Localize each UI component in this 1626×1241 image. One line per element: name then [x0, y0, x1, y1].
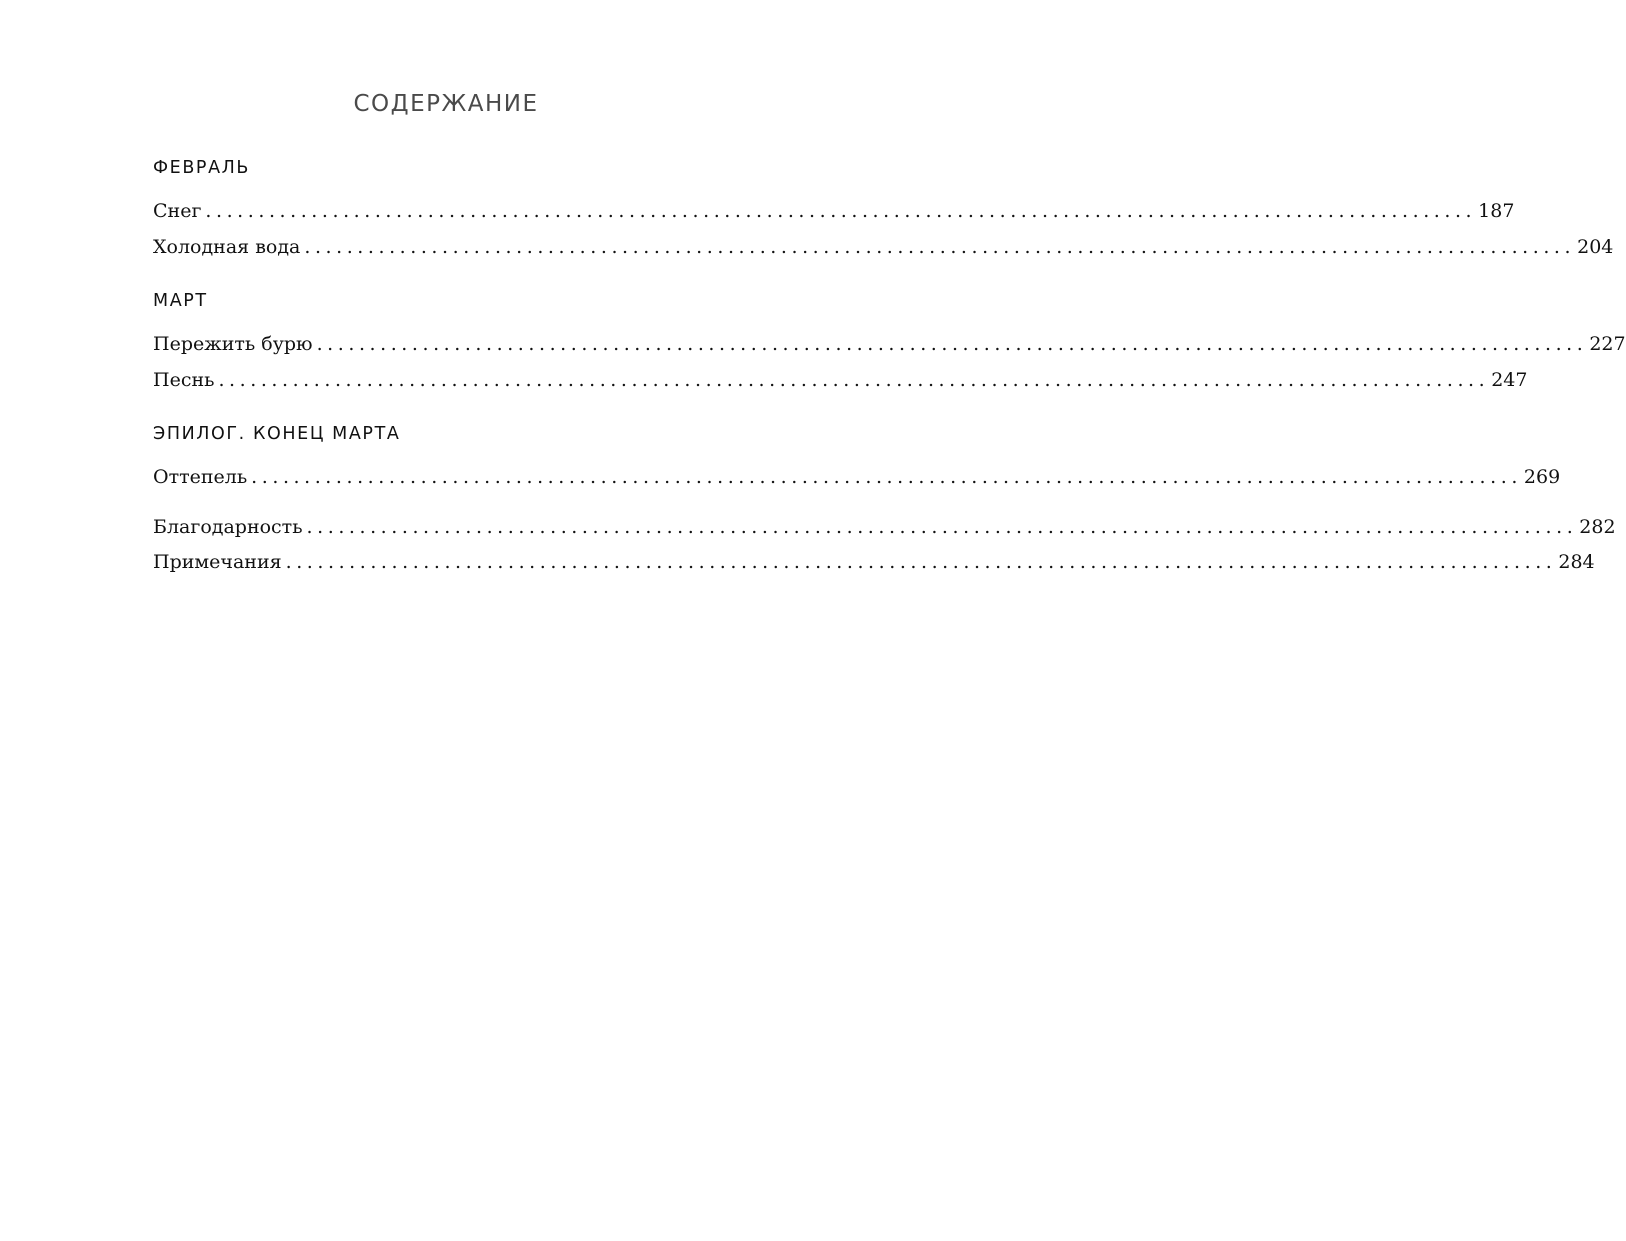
toc-entry-page: 204: [1577, 235, 1614, 258]
toc-entry-page: 284: [1558, 551, 1595, 573]
toc-entry-title: Оттепель: [153, 466, 248, 488]
toc-entry-title: Снег: [153, 200, 202, 222]
toc-entry-page: 187: [1478, 200, 1515, 222]
toc-entry-title: Песнь: [153, 368, 215, 391]
toc-entry-title: Холодная вода: [153, 235, 301, 258]
dot-leader: ........................................................................................................................: [306, 515, 1578, 538]
toc-entry-survive-storm[interactable]: [153, 327, 1626, 363]
dot-leader: ........................................................................................................................: [316, 333, 1588, 355]
toc-entry-title: Примечания: [153, 551, 282, 573]
toc-entry-thaw[interactable]: [153, 460, 1561, 496]
toc-entry-page: 269: [1523, 466, 1561, 488]
dot-leader: ........................................................................................................................: [251, 466, 1522, 488]
toc-entry-page: 247: [1491, 368, 1528, 391]
dot-leader: ........................................................................................................................: [205, 200, 1477, 222]
toc-entry-notes[interactable]: [153, 545, 1595, 581]
section-heading-march: МАРТ: [153, 291, 208, 311]
section-heading-february: ФЕВРАЛЬ: [153, 158, 251, 178]
section-heading-epilogue: ЭПИЛОГ. КОНЕЦ МАРТА: [153, 424, 401, 444]
toc-entry-acknowledgements[interactable]: [153, 510, 1616, 546]
dot-leader: ........................................................................................................................: [304, 235, 1576, 258]
page-title: СОДЕРЖАНИЕ: [353, 91, 539, 117]
dot-leader: ........................................................................................................................: [285, 551, 1557, 573]
toc-entry-snow[interactable]: [153, 194, 1515, 230]
toc-entry-page: 227: [1589, 333, 1626, 355]
toc-entry-title: Пережить бурю: [153, 333, 313, 355]
toc-entry-title: Благодарность: [153, 515, 303, 538]
table-of-contents: [153, 154, 1626, 581]
toc-entry-cold-water[interactable]: [153, 230, 1614, 266]
toc-entry-song[interactable]: [153, 363, 1528, 399]
toc-entry-page: 282: [1579, 515, 1616, 538]
dot-leader: ........................................................................................................................: [218, 368, 1490, 391]
